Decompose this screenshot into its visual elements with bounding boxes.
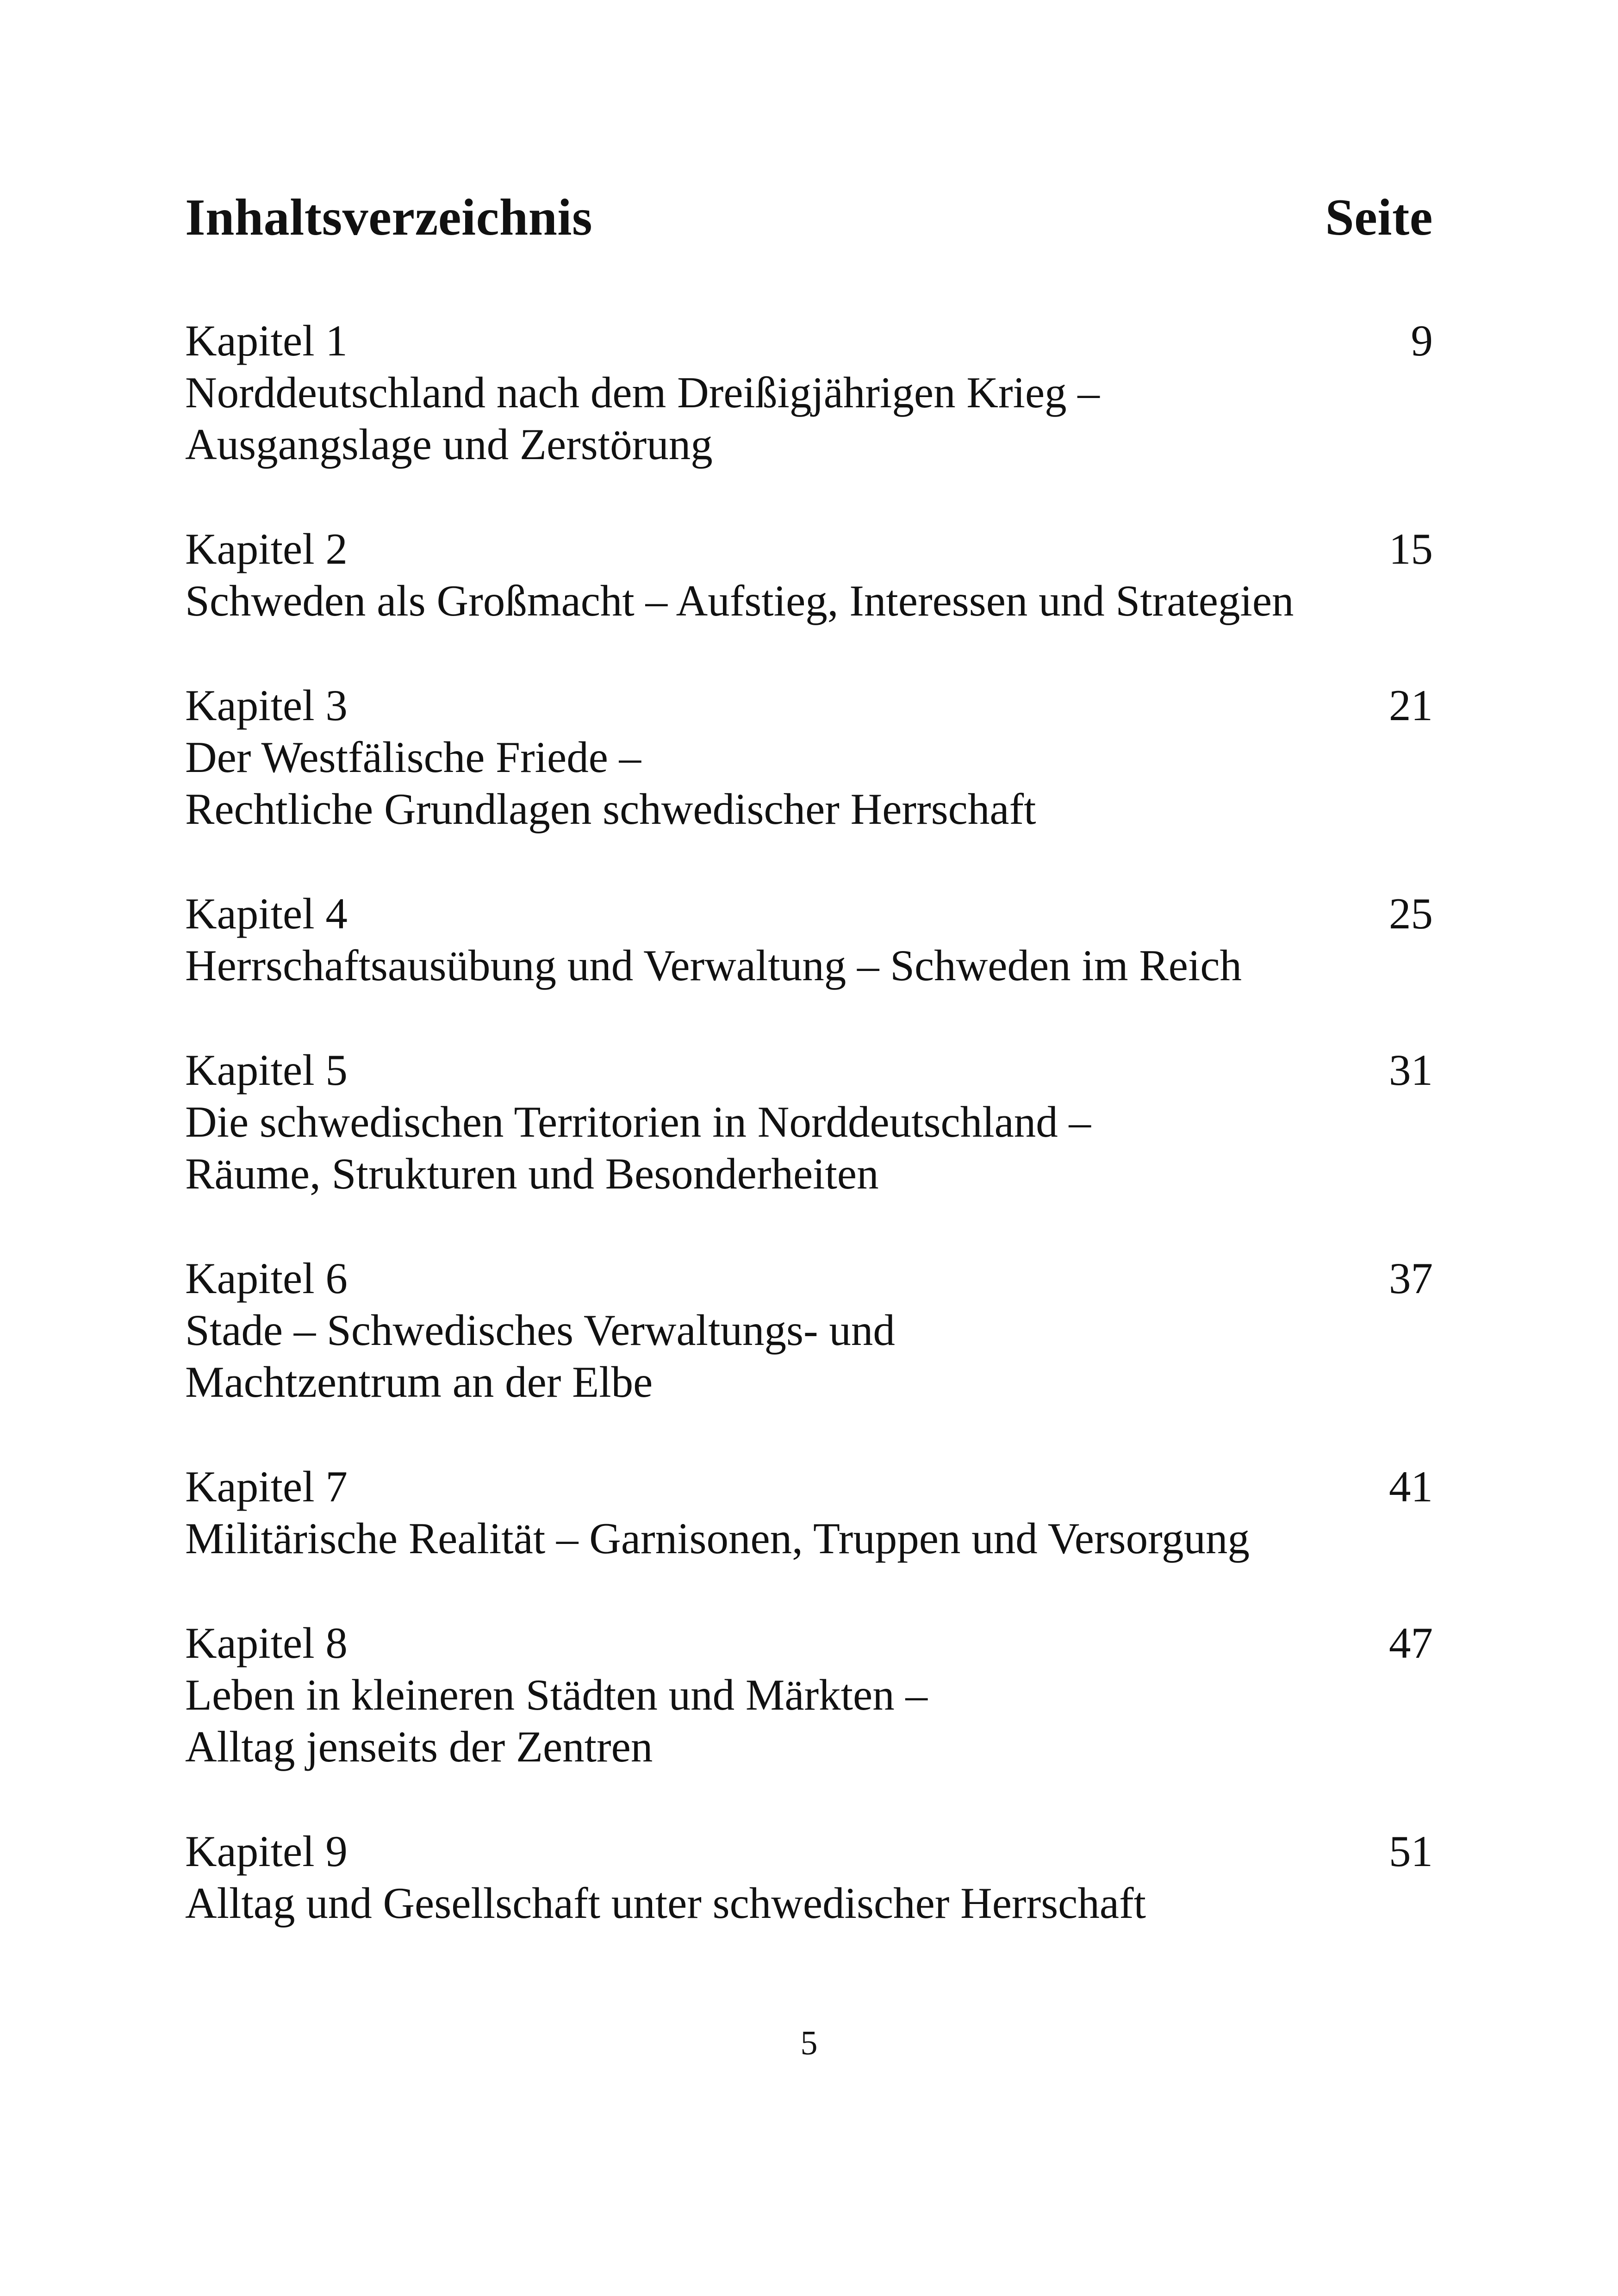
toc-entry — [185, 679, 1433, 835]
toc-title: Inhaltsverzeichnis — [185, 189, 593, 246]
chapter-title-line: Die schwedischen Territorien in Norddeutschland – — [185, 1097, 1091, 1146]
chapter-page-number: 21 — [1389, 681, 1433, 730]
chapter-label: Kapitel 9 — [185, 1827, 348, 1876]
chapter-page-number: 41 — [1389, 1462, 1433, 1511]
toc-entry — [185, 1617, 1433, 1773]
chapter-title-line: Der Westfälische Friede – — [185, 733, 641, 782]
chapter-title-line: Stade – Schwedisches Verwaltungs- und — [185, 1306, 895, 1355]
chapter-title-line: Räume, Strukturen und Besonderheiten — [185, 1149, 879, 1198]
chapter-page-number: 51 — [1389, 1827, 1433, 1876]
chapter-page-number: 9 — [1411, 316, 1433, 365]
toc-entry — [185, 315, 1433, 470]
toc-entry — [185, 1461, 1433, 1564]
toc-entry — [185, 888, 1433, 991]
page-column-label: Seite — [1325, 189, 1433, 246]
chapter-label: Kapitel 3 — [185, 681, 348, 730]
footer-page-number: 5 — [800, 2024, 818, 2062]
chapter-title-line: Alltag und Gesellschaft unter schwedischer Herrschaft — [185, 1879, 1146, 1928]
chapter-label: Kapitel 8 — [185, 1618, 348, 1668]
toc-entry — [185, 523, 1433, 627]
chapter-title-line: Schweden als Großmacht – Aufstieg, Interessen und Strategien — [185, 576, 1294, 625]
chapter-title-line: Norddeutschland nach dem Dreißigjährigen Krieg – — [185, 368, 1100, 417]
toc-entry — [185, 1825, 1433, 1929]
chapter-page-number: 15 — [1389, 524, 1433, 573]
chapter-label: Kapitel 5 — [185, 1045, 348, 1095]
chapter-page-number: 25 — [1389, 889, 1433, 938]
toc-header — [185, 183, 1433, 252]
chapter-label: Kapitel 1 — [185, 316, 348, 365]
chapter-title-line: Leben in kleineren Städten und Märkten – — [185, 1670, 927, 1719]
chapter-title-line: Rechtliche Grundlagen schwedischer Herrschaft — [185, 784, 1036, 834]
chapter-title-line: Militärische Realität – Garnisonen, Truppen und Versorgung — [185, 1514, 1250, 1563]
chapter-title-line: Herrschaftsausübung und Verwaltung – Schweden im Reich — [185, 941, 1242, 990]
chapter-label: Kapitel 2 — [185, 524, 348, 573]
chapter-page-number: 37 — [1389, 1254, 1433, 1303]
chapter-title-line: Machtzentrum an der Elbe — [185, 1357, 653, 1406]
toc-entry — [185, 1044, 1433, 1200]
chapter-label: Kapitel 4 — [185, 889, 348, 938]
chapter-title-line: Ausgangslage und Zerstörung — [185, 420, 713, 469]
chapter-label: Kapitel 7 — [185, 1462, 348, 1511]
chapter-label: Kapitel 6 — [185, 1254, 348, 1303]
chapter-page-number: 31 — [1389, 1045, 1433, 1095]
chapter-title-line: Alltag jenseits der Zentren — [185, 1722, 653, 1771]
chapter-page-number: 47 — [1389, 1618, 1433, 1668]
toc-entry — [185, 1252, 1433, 1408]
